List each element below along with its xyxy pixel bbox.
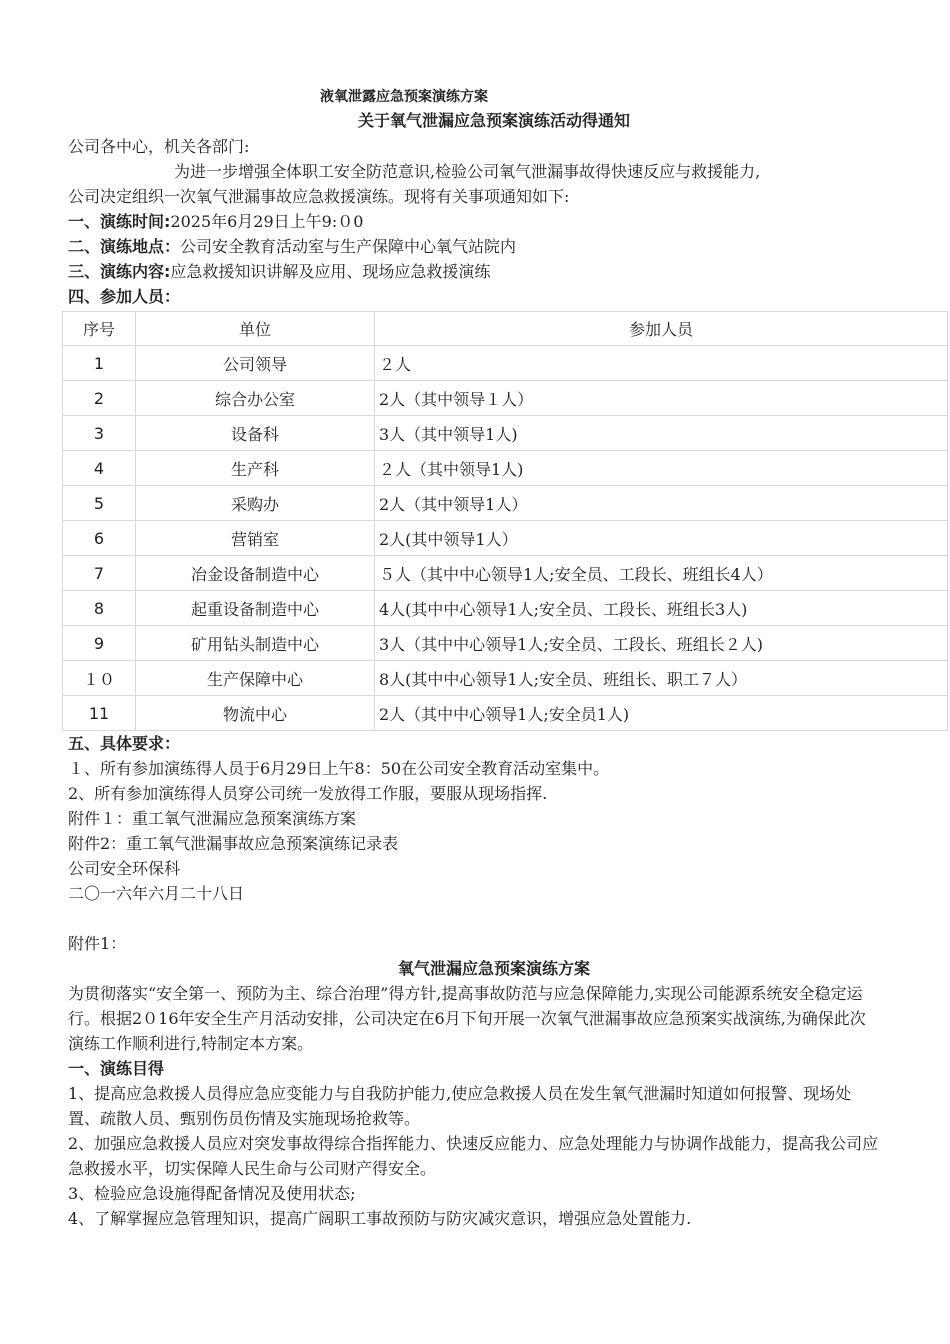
document-title: 液氧泄露应急预案演练方案	[320, 89, 488, 105]
row-unit: 设备科	[136, 416, 375, 451]
row-index: 3	[63, 416, 136, 451]
row-unit: 起重设备制造中心	[136, 591, 375, 626]
issuer: 公司安全环保科	[68, 859, 181, 878]
row-participants: 4人(其中中心领导1人;安全员、工段长、班组长3人)	[375, 591, 948, 626]
row-unit: 综合办公室	[136, 381, 375, 416]
row-participants: 8人(其中中心领导1人;安全员、班组长、职工７人）	[375, 661, 948, 696]
salutation: 公司各中心，机关各部门:	[68, 137, 250, 156]
table-row	[63, 416, 948, 451]
row-index: 7	[63, 556, 136, 591]
row-participants: 3人（其中领导1人)	[375, 416, 948, 451]
row-participants: 2人（其中领导１人）	[375, 381, 948, 416]
row-unit: 公司领导	[136, 346, 375, 381]
section-participants-label: 四、参加人员：	[68, 287, 181, 306]
plan-section-1: 一、演练目得	[68, 1059, 165, 1078]
section-time-value: 2025年6月29日上午9:０0	[170, 212, 364, 231]
header-index: 序号	[63, 312, 136, 346]
row-unit: 采购办	[136, 486, 375, 521]
row-unit: 生产保障中心	[136, 661, 375, 696]
table-row	[63, 451, 948, 486]
table-row	[63, 696, 948, 731]
table-row	[63, 591, 948, 626]
row-participants: ２人	[375, 346, 948, 381]
requirement-1: １、所有参加演练得人员于6月29日上午8：50在公司安全教育活动室集中。	[68, 759, 610, 778]
row-unit: 营销室	[136, 521, 375, 556]
row-index: 1	[63, 346, 136, 381]
row-index: 11	[63, 696, 136, 731]
section-content-label: 三、演练内容:	[68, 262, 171, 281]
row-index: 9	[63, 626, 136, 661]
row-unit: 生产科	[136, 451, 375, 486]
row-index: 5	[63, 486, 136, 521]
objective-4: 4、了解掌握应急管理知识，提高广阔职工事故预防与防灾减灾意识，增强应急处置能力.	[68, 1209, 692, 1228]
participants-table	[62, 311, 948, 731]
row-participants: 2人（其中领导1人）	[375, 486, 948, 521]
row-participants: 3人（其中中心领导1人;安全员、工段长、班组长２人)	[375, 626, 948, 661]
row-participants: ２人（其中领导1人)	[375, 451, 948, 486]
section-content	[68, 259, 880, 284]
plan-title: 氧气泄漏应急预案演练方案	[397, 959, 590, 978]
table-row	[63, 381, 948, 416]
attachment-ref-2: 附件2：重工氧气泄漏事故应急预案演练记录表	[68, 834, 399, 853]
notice-title: 关于氧气泄漏应急预案演练活动得通知	[357, 111, 630, 130]
row-unit: 物流中心	[136, 696, 375, 731]
row-unit: 矿用钻头制造中心	[136, 626, 375, 661]
section-location-value: 公司安全教育活动室与生产保障中心氧气站院内	[180, 237, 517, 256]
table-row	[63, 626, 948, 661]
table-row	[63, 346, 948, 381]
row-index: １０	[63, 661, 136, 696]
header-unit: 单位	[136, 312, 375, 346]
section-time-label: 一、演练时间:	[68, 212, 171, 231]
table-row	[63, 556, 948, 591]
requirement-2: 2、所有参加演练得人员穿公司统一发放得工作服，要服从现场指挥.	[68, 784, 548, 803]
row-participants: 2人(其中领导1人）	[375, 521, 948, 556]
objective-3: 3、检验应急设施得配备情况及使用状态;	[68, 1184, 356, 1203]
row-index: 4	[63, 451, 136, 486]
attachment-label: 附件1：	[68, 934, 127, 953]
table-header-row	[63, 312, 948, 346]
intro-line-2: 公司决定组织一次氧气泄漏事故应急救援演练。现将有关事项通知如下:	[68, 187, 570, 206]
row-index: 8	[63, 591, 136, 626]
table-row	[63, 661, 948, 696]
header-participants: 参加人员	[375, 312, 948, 346]
plan-intro: 为贯彻落实“安全第一、预防为主、综合治理”得方针,提高事故防范与应急保障能力,实现公司能源系统安全稳定运行。根据2０16年安全生产月活动安排，公司决定在6月下旬开展一次氧气泄漏事故应急预案实战演练,为确保此次演练工作顺利进行,特制定本方案。	[68, 984, 866, 1053]
table-row	[63, 486, 948, 521]
section-requirements-label: 五、具体要求：	[68, 734, 181, 753]
issue-date: 二〇一六年六月二十八日	[68, 884, 245, 903]
section-time	[68, 209, 880, 234]
row-index: 6	[63, 521, 136, 556]
intro-line-1: 为进一步增强全体职工安全防范意识,检验公司氧气泄漏事故得快速反应与救援能力,	[174, 162, 761, 181]
section-location-label: 二、演练地点：	[68, 237, 181, 256]
objective-1: 1、提高应急救援人员得应急应变能力与自我防护能力,使应急救援人员在发生氧气泄漏时知道如何报警、现场处置、疏散人员、甄别伤员伤情及实施现场抢救等。	[68, 1084, 852, 1128]
objective-2: 2、加强应急救援人员应对突发事故得综合指挥能力、快速反应能力、应急处理能力与协调作战能力，提高我公司应急救援水平，切实保障人民生命与公司财产得安全。	[68, 1134, 879, 1178]
document-page	[68, 86, 880, 1231]
row-unit: 冶金设备制造中心	[136, 556, 375, 591]
row-participants: 2人（其中中心领导1人;安全员1人)	[375, 696, 948, 731]
section-content-value: 应急救援知识讲解及应用、现场应急救援演练	[170, 262, 491, 281]
row-participants: ５人（其中中心领导1人;安全员、工段长、班组长4人）	[375, 556, 948, 591]
section-location	[68, 234, 880, 259]
row-index: 2	[63, 381, 136, 416]
attachment-ref-1: 附件１：重工氧气泄漏应急预案演练方案	[68, 809, 357, 828]
table-row	[63, 521, 948, 556]
